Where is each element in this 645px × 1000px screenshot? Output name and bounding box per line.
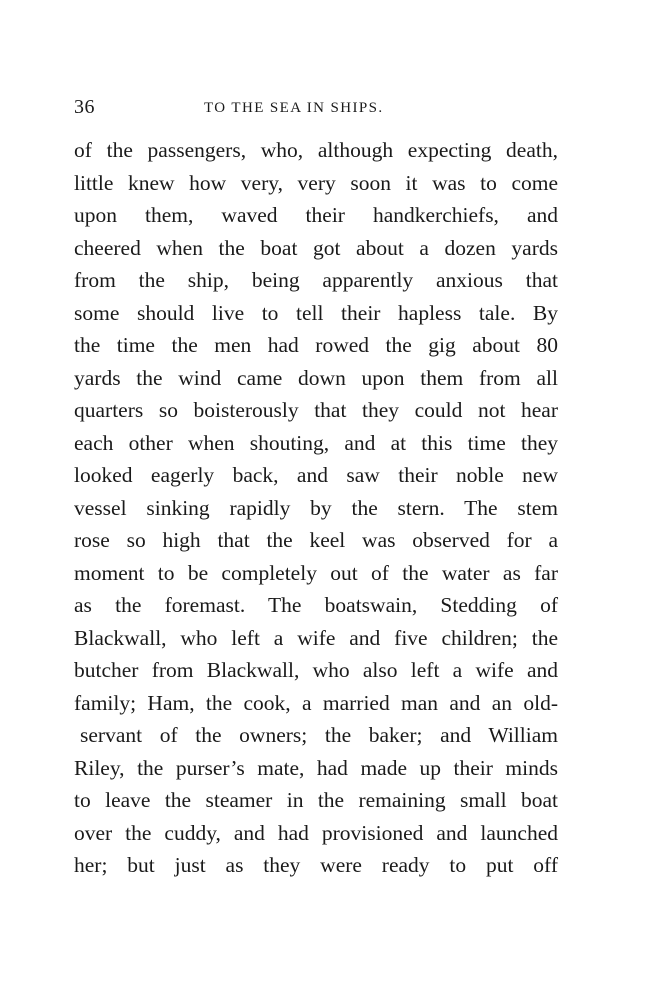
text-line: cheered when the boat got about a dozen yards [74, 235, 558, 260]
text-line: servant of the owners; the baker; and William [80, 723, 558, 747]
text-line: of the passengers, who, although expecting death, [74, 138, 558, 162]
text-line: little knew how very, very soon it was to come [74, 170, 558, 195]
text-line: to leave the steamer in the remaining small boat [74, 788, 558, 812]
text-line: family; Ham, the cook, a married man and an old- [74, 690, 558, 715]
text-line: her; but just as they were ready to put off [74, 853, 558, 877]
text-line: each other when shouting, and at this time they [74, 430, 558, 455]
text-line: Riley, the purser’s mate, had made up their minds [74, 755, 558, 780]
running-title: TO THE SEA IN SHIPS. [204, 100, 384, 116]
text-line: upon them, waved their handkerchiefs, and [74, 203, 558, 227]
text-line: from the ship, being apparently anxious that [74, 268, 558, 292]
text-line: some should live to tell their hapless tale. By [74, 300, 558, 325]
text-line: Blackwall, who left a wife and five children; the [74, 625, 558, 650]
text-line: over the cuddy, and had provisioned and launched [74, 820, 558, 845]
text-line: rose so high that the keel was observed for a [74, 528, 558, 552]
text-line: the time the men had rowed the gig about 80 [74, 333, 558, 357]
text-line: quarters so boisterously that they could not hear [74, 398, 558, 422]
body-text [74, 134, 558, 882]
page-number: 36 [74, 96, 95, 118]
text-line: vessel sinking rapidly by the stern. The stem [74, 495, 558, 520]
text-line: yards the wind came down upon them from all [74, 365, 558, 390]
text-line: as the foremast. The boatswain, Stedding of [74, 593, 558, 617]
page-header [74, 94, 560, 120]
text-line: moment to be completely out of the water as far [74, 560, 558, 585]
text-line: looked eagerly back, and saw their noble new [74, 463, 558, 487]
text-line: butcher from Blackwall, who also left a wife and [74, 658, 558, 682]
